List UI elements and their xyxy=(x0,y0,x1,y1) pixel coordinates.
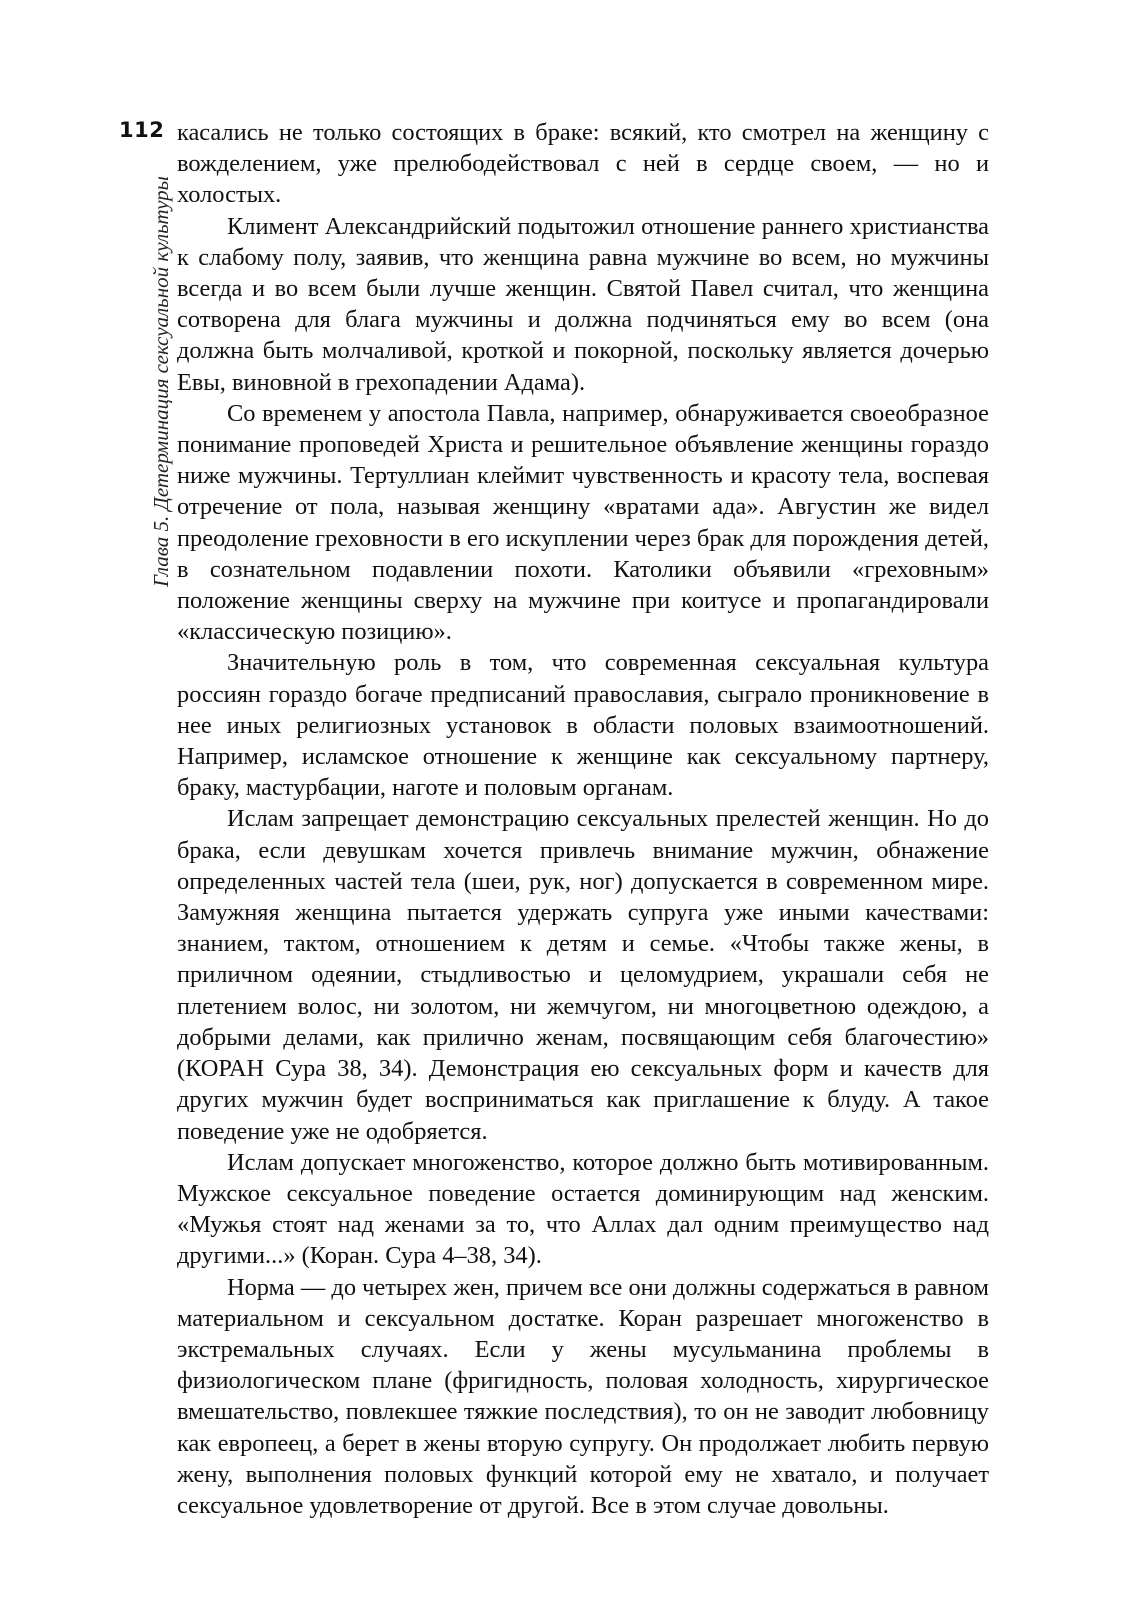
paragraph: касались не только состоящих в браке: всякий, кто смотрел на женщину с вожделением, уже прелюбодействовал с ней в сердце своем, — но и холостых. xyxy=(177,119,989,209)
paragraph: Ислам допускает многоженство, которое должно быть мотивированным. Мужское сексуальное поведение остается доминирующим над женским. «Мужья стоят над женами за то, что Аллах дал одним преимущество над другими...» (Коран. Сура 4–38, 34). xyxy=(177,1148,989,1270)
page-number: 112 xyxy=(119,118,165,142)
paragraph: Климент Александрийский подытожил отношение раннего христианства к слабому полу, заявив, что женщина равна мужчине во всем, но мужчины всегда и во всем были лучше женщин. Святой Павел считал, что женщина сотворена для блага мужчины и должна подчиняться ему во всем (она должна быть молчаливой, кроткой и покорной, поскольку является дочерью Евы, виновной в грехопадении Адама). xyxy=(177,212,989,396)
paragraph: Норма — до четырех жен, причем все они должны содержаться в равном материальном и сексуальном достатке. Коран разрешает многоженство в экстремальных случаях. Если у жены мусульманина проблемы в физиологическом плане (фригидность, половая холодность, хирургическое вмешательство, повлекшее тяжкие последствия), то он не заводит любовницу как европеец, а берет в жены вторую супругу. Он продолжает любить первую жену, выполнения половых функций которой ему не хватало, и получает сексуальное удовлетворение от другой. Все в этом случае довольны. xyxy=(177,1273,989,1519)
paragraph: Со временем у апостола Павла, например, обнаруживается своеобразное понимание проповедей Христа и решительное объявление женщины гораздо ниже мужчины. Тертуллиан клеймит чувственность и красоту тела, воспевая отречение от пола, называя женщину «вратами ада». Августин же видел преодоление греховности в его искуплении через брак для порождения детей, в сознательном подавлении похоти. Католики объявили «греховным» положение женщины сверху на мужчине при коитусе и пропагандировали «классическую позицию». xyxy=(177,399,989,646)
paragraph: Значительную роль в том, что современная сексуальная культура россиян гораздо богаче предписаний православия, сыграло проникновение в нее иных религиозных установок в области половых взаимоотношений. Например, исламское отношение к женщине как сексуальному партнеру, браку, мастурбации, наготе и половым органам. xyxy=(177,649,989,802)
running-head: Глава 5. Детерминация сексуальной культуры xyxy=(149,176,173,587)
paragraph: Ислам запрещает демонстрацию сексуальных прелестей женщин. Но до брака, если девушкам хочется привлечь внимание мужчин, обнажение определенных частей тела (шеи, рук, ног) допускается в современном мире. Замужняя женщина пытается удержать супруга уже иными качествами: знанием, тактом, отношением к детям и семье. «Чтобы также жены, в приличном одеянии, стыдливостью и целомудрием, украшали себя не плетением волос, ни золотом, ни жемчугом, ни многоцветною одеждою, а добрыми делами, как прилично женам, посвящающим себя благочестию» (КОРАН Сура 38, 34). Демонстрация ею сексуальных форм и качеств для других мужчин будет восприниматься как приглашение к блуду. А такое поведение уже не одобряется. xyxy=(177,805,989,1145)
body-text xyxy=(177,117,989,1521)
